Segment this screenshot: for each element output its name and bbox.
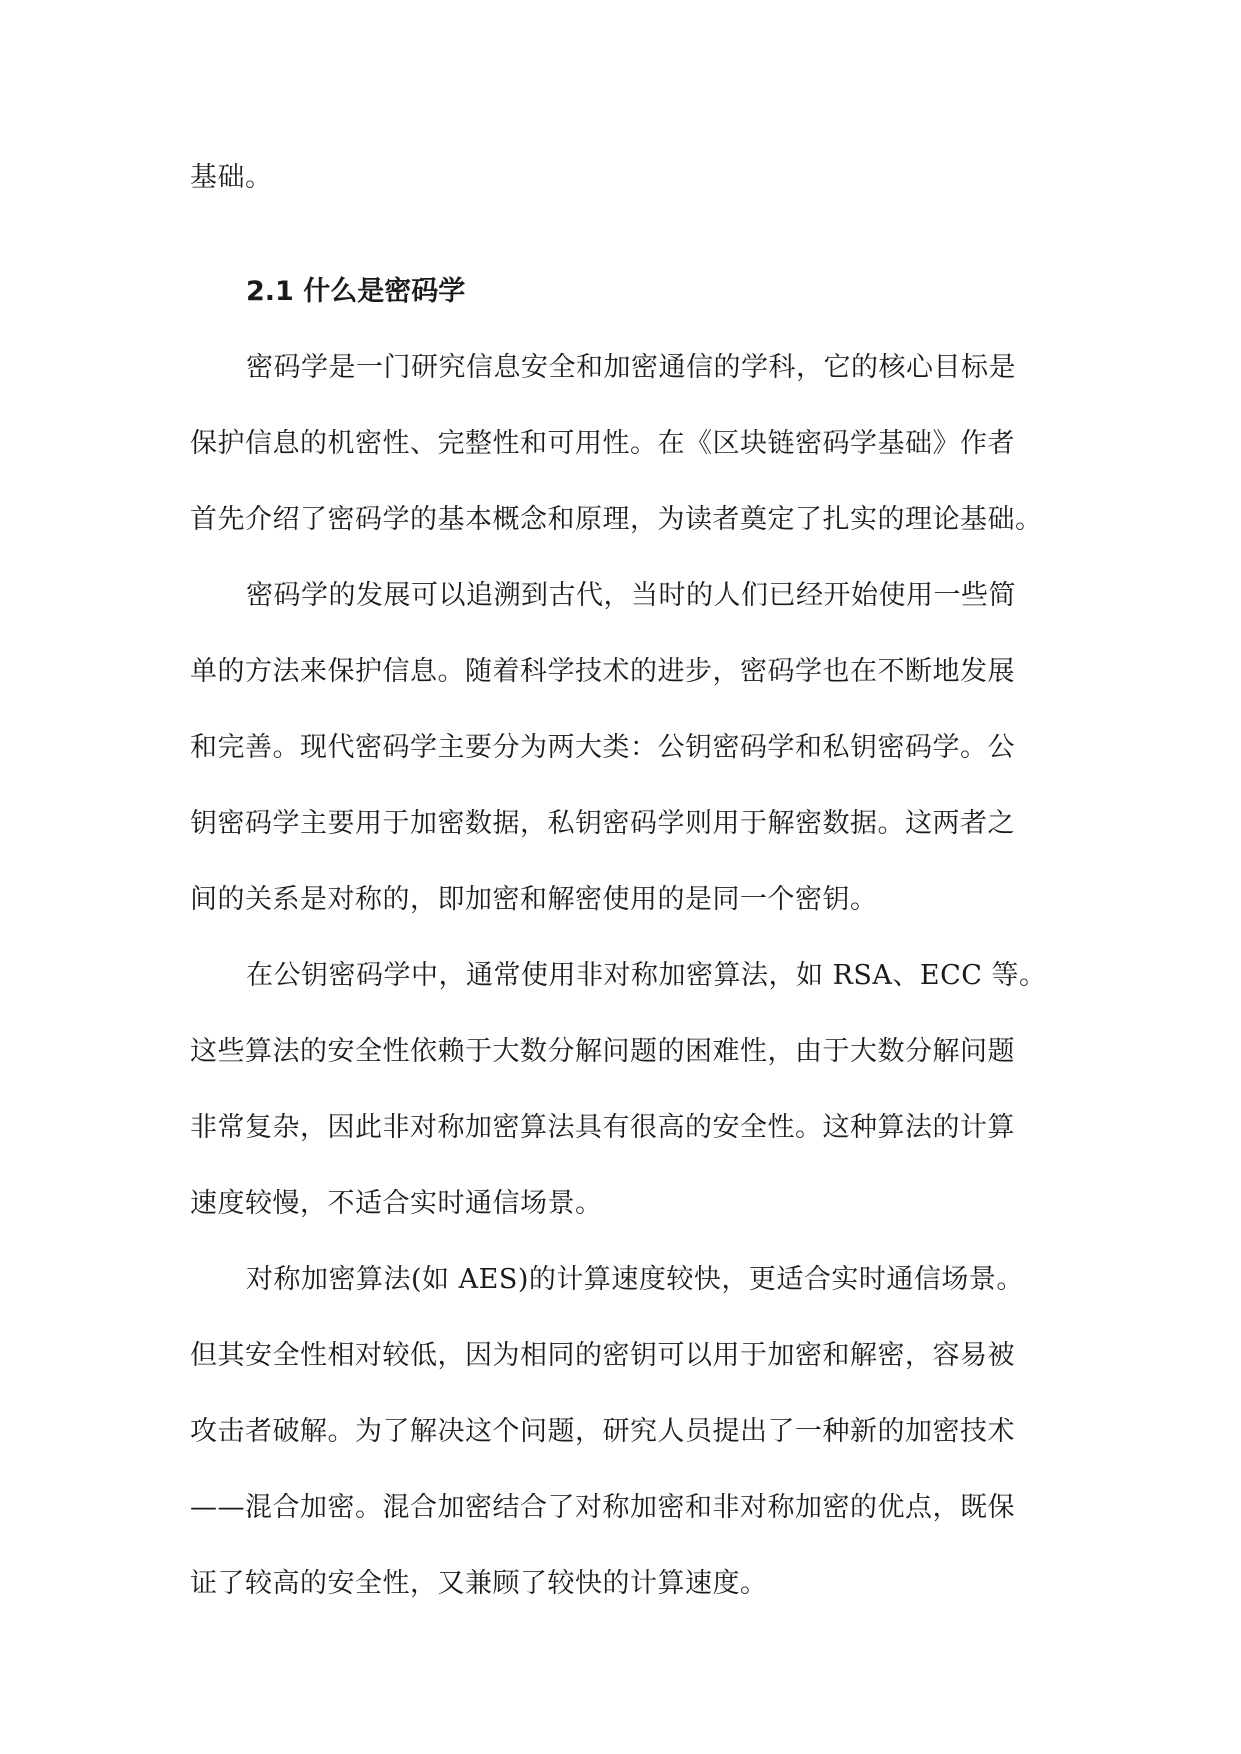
paragraph-line: 首先介绍了密码学的基本概念和原理，为读者奠定了扎实的理论基础。 bbox=[190, 504, 1043, 535]
section-heading: 2.1 什么是密码学 bbox=[246, 276, 466, 307]
paragraph-line: 证了较高的安全性，又兼顾了较快的计算速度。 bbox=[190, 1568, 768, 1599]
paragraph-line: 单的方法来保护信息。随着科学技术的进步，密码学也在不断地发展 bbox=[190, 656, 1015, 687]
paragraph-line: 密码学是一门研究信息安全和加密通信的学科，它的核心目标是 bbox=[246, 352, 1016, 383]
paragraph-line: 钥密码学主要用于加密数据，私钥密码学则用于解密数据。这两者之 bbox=[190, 808, 1015, 839]
paragraph-4 bbox=[190, 1242, 1055, 1622]
paragraph-line: ——混合加密。混合加密结合了对称加密和非对称加密的优点，既保 bbox=[190, 1492, 1015, 1523]
paragraph-line: 这些算法的安全性依赖于大数分解问题的困难性，由于大数分解问题 bbox=[190, 1036, 1015, 1067]
paragraph-line: 非常复杂，因此非对称加密算法具有很高的安全性。这种算法的计算 bbox=[190, 1112, 1015, 1143]
paragraph-1 bbox=[190, 330, 1055, 558]
paragraph-line: 攻击者破解。为了解决这个问题，研究人员提出了一种新的加密技术 bbox=[190, 1416, 1015, 1447]
paragraph-line: 对称加密算法(如 AES)的计算速度较快，更适合实时通信场景。 bbox=[246, 1264, 1024, 1295]
paragraph-line: 和完善。现代密码学主要分为两大类：公钥密码学和私钥密码学。公 bbox=[190, 732, 1015, 763]
paragraph-2 bbox=[190, 558, 1055, 938]
intro-tail-line: 基础。 bbox=[190, 162, 273, 193]
paragraph-3 bbox=[190, 938, 1055, 1242]
paragraph-line: 速度较慢，不适合实时通信场景。 bbox=[190, 1188, 603, 1219]
document-body bbox=[190, 140, 1055, 1622]
paragraph-line: 密码学的发展可以追溯到古代，当时的人们已经开始使用一些简 bbox=[246, 580, 1016, 611]
paragraph-line: 但其安全性相对较低，因为相同的密钥可以用于加密和解密，容易被 bbox=[190, 1340, 1015, 1371]
paragraph-line: 间的关系是对称的，即加密和解密使用的是同一个密钥。 bbox=[190, 884, 878, 915]
paragraph-line: 保护信息的机密性、完整性和可用性。在《区块链密码学基础》作者 bbox=[190, 428, 1015, 459]
paragraph-line: 在公钥密码学中，通常使用非对称加密算法，如 RSA、ECC 等。 bbox=[246, 960, 1047, 991]
